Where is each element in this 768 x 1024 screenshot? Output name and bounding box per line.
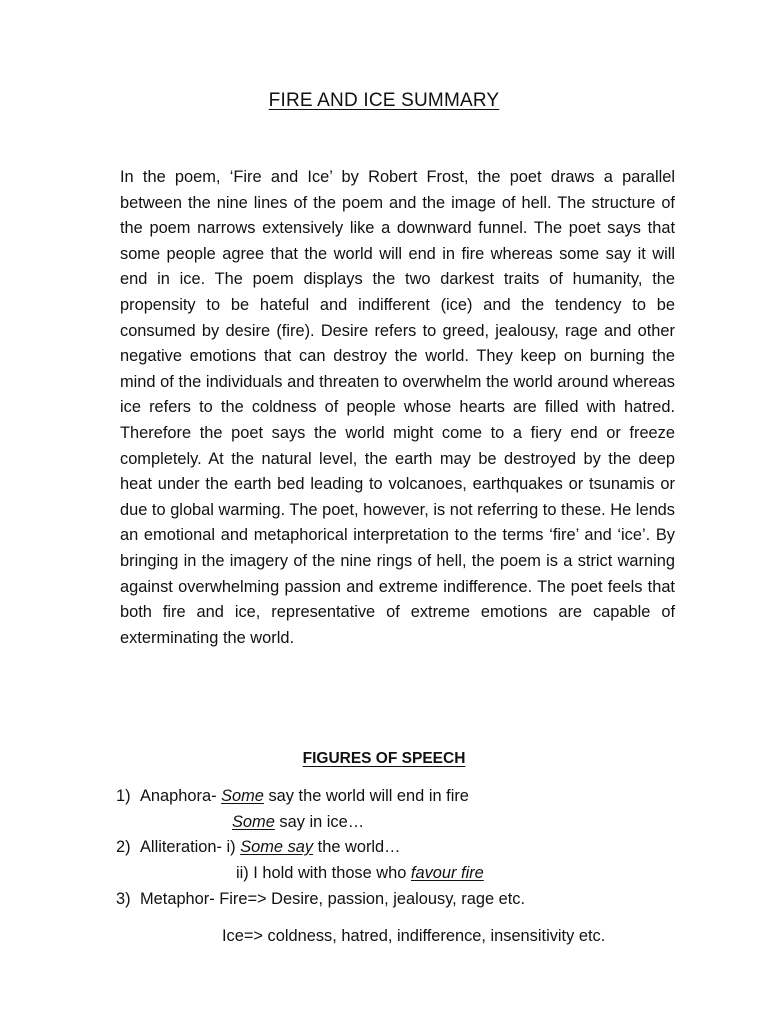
page-title: FIRE AND ICE SUMMARY	[268, 90, 500, 111]
list-number: 2)	[116, 838, 131, 856]
anaphora-label: Anaphora-	[140, 787, 222, 805]
alliteration-line-2	[236, 863, 484, 883]
alliteration-emphasis-2: favour fire	[410, 864, 484, 882]
alliteration-emphasis-1: Some say	[240, 838, 314, 856]
alliteration-line-1	[116, 837, 401, 857]
alliteration-label: Alliteration- i)	[140, 838, 241, 856]
anaphora-line-1	[116, 786, 469, 806]
list-number: 3)	[116, 890, 131, 908]
anaphora-line-2	[232, 812, 364, 832]
alliteration-text-2: ii) I hold with those who	[236, 864, 411, 882]
alliteration-text-1: the world…	[313, 838, 401, 856]
anaphora-text-1: say the world will end in fire	[263, 787, 469, 805]
anaphora-emphasis-1: Some	[221, 787, 264, 805]
anaphora-text-2: say in ice…	[274, 813, 365, 831]
metaphor-label: Metaphor- Fire=> Desire, passion, jealousy, rage etc.	[140, 890, 526, 908]
anaphora-emphasis-2: Some	[232, 813, 275, 831]
metaphor-line-2: Ice=> coldness, hatred, indifference, insensitivity etc.	[222, 927, 606, 945]
metaphor-line-1	[116, 889, 525, 909]
summary-paragraph: In the poem, ‘Fire and Ice’ by Robert Frost, the poet draws a parallel between the nine lines of the poem and the image of hell. The structure of the poem narrows extensively like a downward funnel. The poet says that some people agree that the world will end in fire whereas some say it will end in ice. The poem displays the two darkest traits of humanity, the propensity to be hateful and indifferent (ice) and the tendency to be consumed by desire (fire). Desire refers to greed, jealousy, rage and other negative emotions that can destroy the world. They keep on burning the mind of the individuals and threaten to overwhelm the world around whereas ice refers to the coldness of people whose hearts are filled with hatred. Therefore the poet says the world might come to a fiery end or freeze completely. At the natural level, the earth may be destroyed by the deep heat under the earth bed leading to volcanoes, earthquakes or tsunamis or due to global warming. The poet, however, is not referring to these. He lends an emotional and metaphorical interpretation to the terms ‘fire’ and ‘ice’. By bringing in the imagery of the nine rings of hell, the poem is a strict warning against overwhelming passion and extreme indifference. The poet feels that both fire and ice, representative of extreme emotions are capable of exterminating the world.	[120, 168, 675, 647]
list-number: 1)	[116, 787, 131, 805]
figures-heading: FIGURES OF SPEECH	[302, 750, 466, 767]
